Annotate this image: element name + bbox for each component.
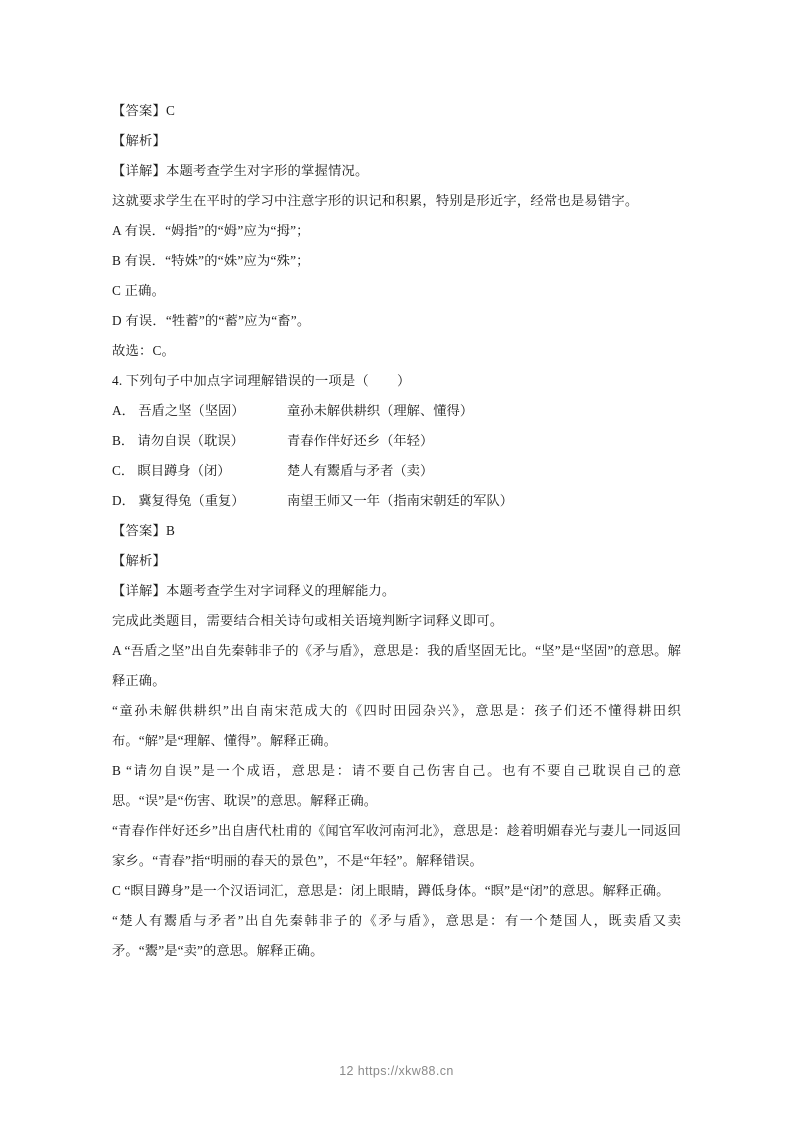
detail-heading-2: 【详解】本题考查学生对字词释义的理解能力。	[112, 583, 396, 598]
conclusion-line: 故选：C。	[112, 343, 176, 358]
option-c-note: C 正确。	[112, 283, 166, 298]
page-footer: 12 https://xkw88.cn	[339, 1064, 454, 1078]
explanation-paragraph: A “吾盾之坚”出自先秦韩非子的《矛与盾》，意思是：我的盾坚固无比。“坚”是“坚固”的意思。解释正确。	[112, 643, 681, 688]
choice-a-right: 童孙未解供耕织（理解、懂得）	[287, 403, 474, 418]
analysis-heading: 【解析】	[112, 133, 166, 148]
choice-option-a[interactable]	[112, 396, 681, 426]
choice-c-left: C． 瞑目蹲身（闭）	[112, 463, 231, 478]
question-4-stem: 4. 下列句子中加点字词理解错误的一项是（ ）	[112, 373, 411, 388]
option-b-note: B 有误．“特姝”的“姝”应为“殊”；	[112, 253, 310, 268]
detail-heading: 【详解】本题考查学生对字形的掌握情况。	[112, 163, 369, 178]
answer-line-2: 【答案】B	[112, 523, 176, 538]
choice-d-right: 南望王师又一年（指南宋朝廷的军队）	[287, 493, 514, 508]
document-content	[112, 96, 681, 966]
explanation-paragraph: “青春作伴好还乡”出自唐代杜甫的《闻官军收河南河北》，意思是：趁着明媚春光与妻儿一同返回家乡。“青春”指“明丽的春天的景色”，不是“年轻”。解释错误。	[112, 823, 681, 868]
choice-b-left: B． 请勿自误（耽误）	[112, 433, 244, 448]
choice-option-c[interactable]	[112, 456, 681, 486]
choice-option-b[interactable]	[112, 426, 681, 456]
explanation-line: 这就要求学生在平时的学习中注意字形的识记和积累，特别是形近字，经常也是易错字。	[112, 193, 639, 208]
option-a-note: A 有误．“姆指”的“姆”应为“拇”；	[112, 223, 310, 238]
explanation-paragraph: “楚人有鬻盾与矛者”出自先秦韩非子的《矛与盾》，意思是：有一个楚国人，既卖盾又卖矛。“鬻”是“卖”的意思。解释正确。	[112, 913, 681, 958]
choice-c-right: 楚人有鬻盾与矛者（卖）	[287, 463, 434, 478]
answer-line: 【答案】C	[112, 103, 176, 118]
explanation-paragraph: “童孙未解供耕织”出自南宋范成大的《四时田园杂兴》，意思是：孩子们还不懂得耕田织布。“解”是“理解、懂得”。解释正确。	[112, 703, 681, 748]
method-line: 完成此类题目，需要结合相关诗句或相关语境判断字词释义即可。	[112, 613, 504, 628]
option-d-note: D 有误．“牲蓄”的“蓄”应为“畜”。	[112, 313, 311, 328]
explanation-paragraph: C “瞑目蹲身”是一个汉语词汇，意思是：闭上眼睛，蹲低身体。“瞑”是“闭”的意思。解释正确。	[112, 883, 670, 898]
choice-d-left: D． 冀复得兔（重复）	[112, 493, 245, 508]
choice-b-right: 青春作伴好还乡（年轻）	[287, 433, 434, 448]
analysis-heading-2: 【解析】	[112, 553, 166, 568]
explanation-paragraph: B “请勿自误”是一个成语，意思是：请不要自己伤害自己。也有不要自己耽误自己的意思。“误”是“伤害、耽误”的意思。解释正确。	[112, 763, 681, 808]
choice-a-left: A． 吾盾之坚（坚固）	[112, 403, 245, 418]
choice-option-d[interactable]	[112, 486, 681, 516]
